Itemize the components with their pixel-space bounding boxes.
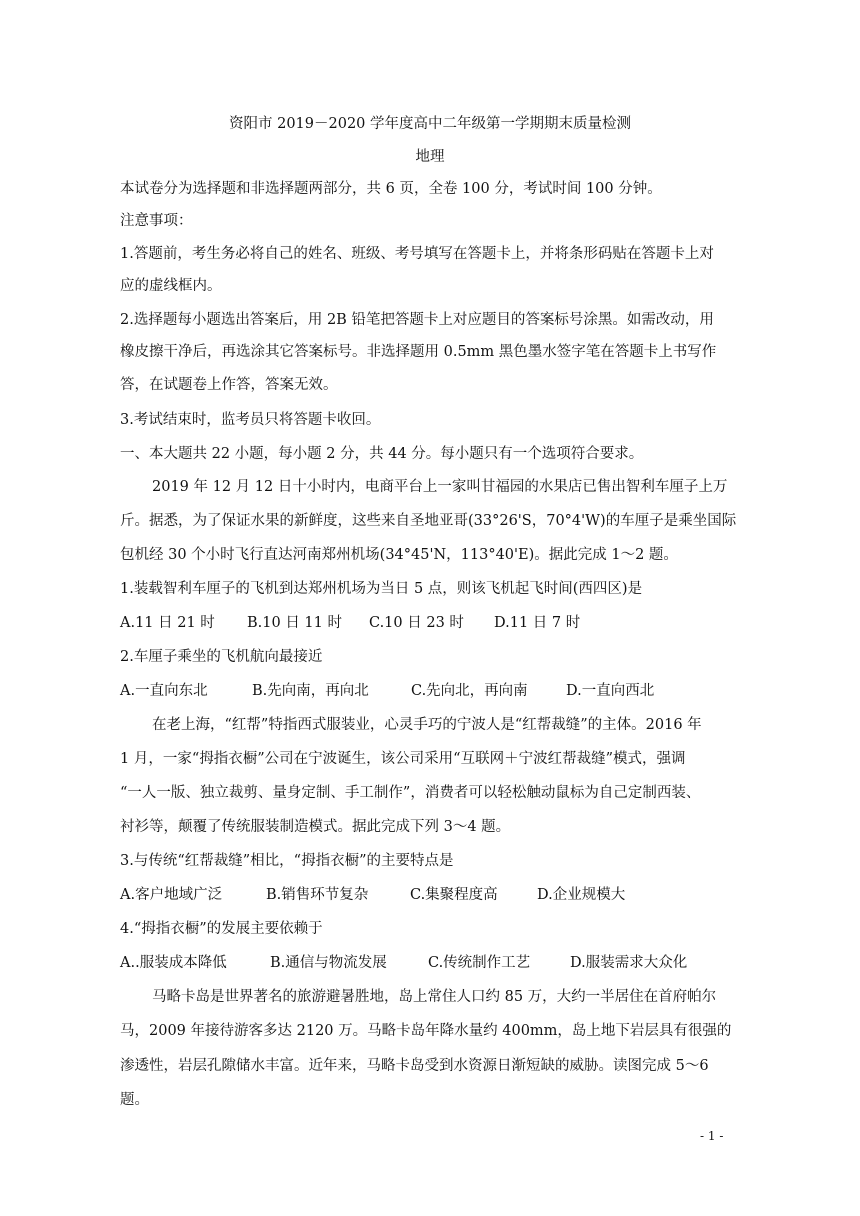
passage-3-line-4: 题。 (120, 1092, 149, 1108)
passage-3-line-3: 渗透性，岩层孔隙储水丰富。近年来，马略卡岛受到水资源日渐短缺的威胁。读图完成 5～6 (120, 1058, 709, 1074)
question-3-option-d: D.企业规模大 (537, 887, 626, 903)
notice-heading: 注意事项： (120, 213, 193, 229)
notice-2-line-3: 答，在试题卷上作答，答案无效。 (120, 377, 338, 393)
passage-3-line-2: 马，2009 年接待游客多达 2120 万。马略卡岛年降水量约 400mm，岛上地下岩层具有很强的 (120, 1023, 732, 1039)
passage-2-line-2: 1 月，一家“拇指衣橱”公司在宁波诞生，该公司采用“互联网＋宁波红帮裁缝”模式，强调 (120, 751, 686, 767)
passage-1-line-1: 2019 年 12 月 12 日十小时内，电商平台上一家叫甘福园的水果店已售出智利车厘子上万 (152, 479, 728, 495)
question-2-stem: 2.车厘子乘坐的飞机航向最接近 (120, 649, 323, 665)
question-1-stem: 1.装载智利车厘子的飞机到达郑州机场为当日 5 点，则该飞机起飞时间(西四区)是 (120, 581, 643, 597)
section-heading-1: 一、本大题共 22 小题，每小题 2 分，共 44 分。每小题只有一个选项符合要求。 (120, 446, 644, 462)
question-4-option-d: D.服装需求大众化 (570, 955, 688, 971)
question-3-option-a: A.客户地域广泛 (120, 887, 223, 903)
question-4-option-b: B.通信与物流发展 (270, 955, 387, 971)
notice-2-line-2: 橡皮擦干净后，再选涂其它答案标号。非选择题用 0.5mm 黑色墨水签字笔在答题卡上书写作 (120, 344, 717, 360)
notice-2-line-1: 2.选择题每小题选出答案后，用 2B 铅笔把答题卡上对应题目的答案标号涂黑。如需改动，用 (120, 312, 714, 328)
notice-1-line-1: 1.答题前，考生务必将自己的姓名、班级、考号填写在答题卡上，并将条形码贴在答题卡上对 (120, 246, 714, 262)
subject-title: 地理 (415, 149, 445, 165)
question-3-stem: 3.与传统“红帮裁缝”相比，“拇指衣橱”的主要特点是 (120, 853, 454, 869)
question-2-option-d: D.一直向西北 (566, 683, 655, 699)
page-number: - 1 - (700, 1129, 724, 1143)
intro-text: 本试卷分为选择题和非选择题两部分，共 6 页，全卷 100 分，考试时间 100 分钟。 (120, 181, 662, 197)
passage-1-line-2: 斤。据悉，为了保证水果的新鲜度，这些来自圣地亚哥(33°26'S，70°4'W)的车厘子是乘坐国际 (120, 513, 737, 529)
exam-title: 资阳市 2019－2020 学年度高中二年级第一学期期末质量检测 (228, 116, 632, 132)
passage-1-line-3: 包机经 30 个小时飞行直达河南郑州机场(34°45'N，113°40'E)。据此完成 1～2 题。 (120, 547, 678, 563)
passage-2-line-1: 在老上海，“红帮”特指西式服装业，心灵手巧的宁波人是“红帮裁缝”的主体。2016 年 (152, 717, 702, 733)
question-4-stem: 4.“拇指衣橱”的发展主要依赖于 (120, 921, 323, 937)
question-4-option-c: C.传统制作工艺 (428, 955, 531, 971)
question-2-option-a: A.一直向东北 (120, 683, 208, 699)
passage-2-line-4: 衬衫等，颠覆了传统服装制造模式。据此完成下列 3～4 题。 (120, 819, 511, 835)
question-2-option-c: C.先向北，再向南 (411, 683, 528, 699)
passage-3-line-1: 马略卡岛是世界著名的旅游避暑胜地，岛上常住人口约 85 万，大约一半居住在首府帕尔 (152, 989, 717, 1005)
question-1-option-a: A.11 日 21 时 (120, 615, 215, 631)
question-1-option-b: B.10 日 11 时 (247, 615, 342, 631)
question-1-option-d: D.11 日 7 时 (494, 615, 581, 631)
passage-2-line-3: “一人一版、独立裁剪、量身定制、手工制作”，消费者可以轻松触动鼠标为自己定制西装、 (120, 785, 701, 801)
question-3-option-c: C.集聚程度高 (410, 887, 498, 903)
question-1-option-c: C.10 日 23 时 (369, 615, 464, 631)
notice-3: 3.考试结束时，监考员只将答题卡收回。 (120, 412, 381, 428)
question-2-option-b: B.先向南，再向北 (252, 683, 369, 699)
question-3-option-b: B.销售环节复杂 (266, 887, 369, 903)
notice-1-line-2: 应的虚线框内。 (120, 278, 222, 294)
question-4-option-a: A..服装成本降低 (120, 955, 227, 971)
